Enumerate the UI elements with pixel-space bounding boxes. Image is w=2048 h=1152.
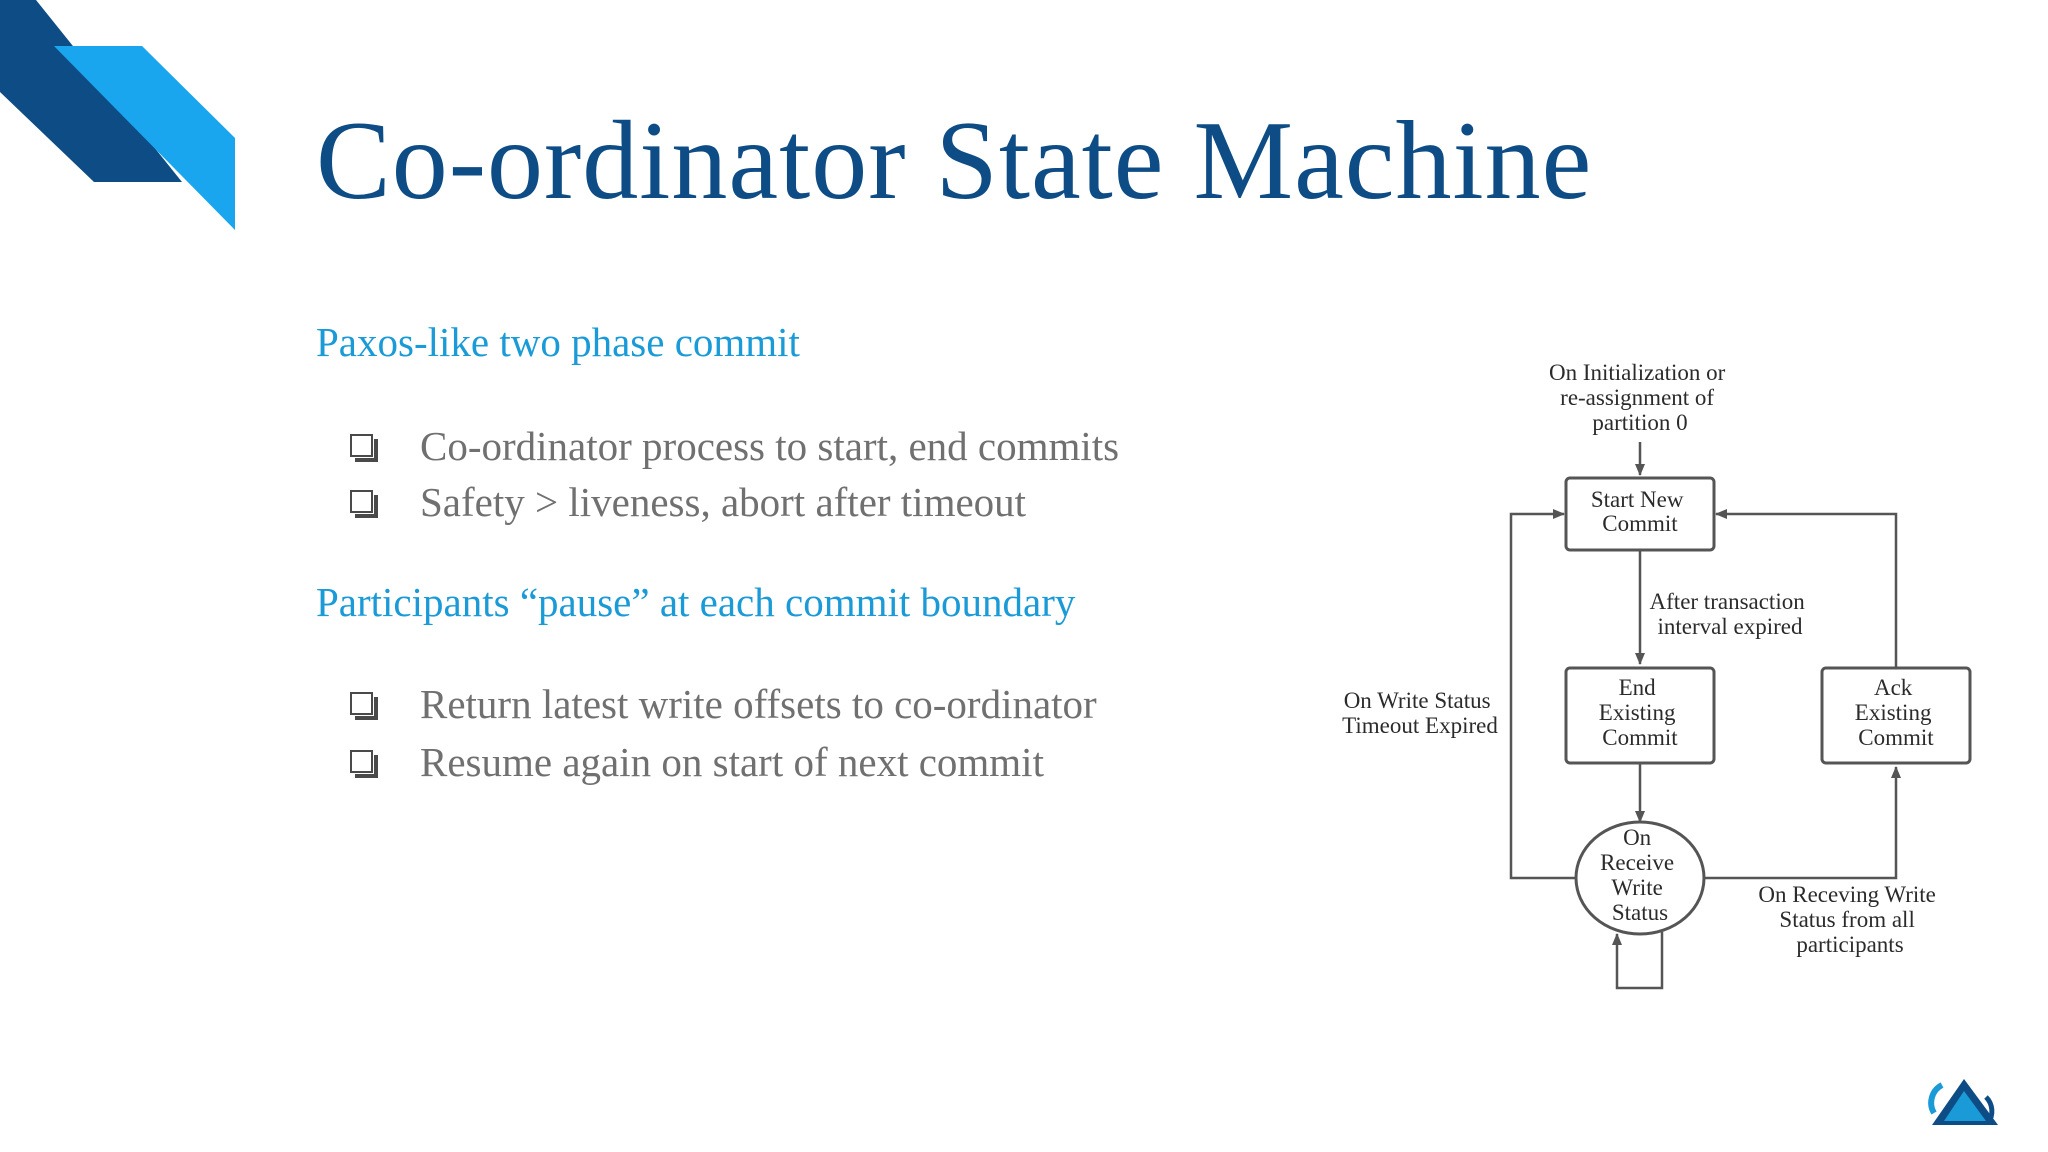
state-ack-label: Ack Existing Commit: [1854, 675, 1934, 750]
bullet-text: Co-ordinator process to start, end commits: [420, 423, 1120, 469]
company-logo-icon: [1928, 1075, 2004, 1131]
section-heading-paxos: Paxos-like two phase commit: [316, 319, 800, 365]
slide-title: Co-ordinator State Machine: [316, 99, 1593, 223]
transition-interval-label: After transaction interval expired: [1649, 589, 1805, 639]
state-receive-label: On Receive Write Status: [1600, 825, 1675, 925]
transition-timeout-label: On Write Status Timeout Expired: [1342, 688, 1498, 738]
bullet-text: Safety > liveness, abort after timeout: [420, 479, 1027, 525]
state-start-label: Start New Commit: [1590, 487, 1684, 536]
state-end-label: End Existing Commit: [1598, 675, 1678, 750]
edge-self-loop: [1617, 932, 1662, 988]
transition-init-label: On Initialization or re-assignment of partition 0: [1548, 360, 1726, 435]
transition-all-received-label: On Receving Write Status from all participants: [1758, 882, 1936, 957]
edge-receive-to-ack: [1704, 767, 1896, 878]
bullet-text: Resume again on start of next commit: [420, 739, 1044, 785]
bullet-text: Return latest write offsets to co-ordinator: [420, 681, 1097, 727]
section-heading-participants: Participants “pause” at each commit boundary: [316, 579, 1076, 625]
